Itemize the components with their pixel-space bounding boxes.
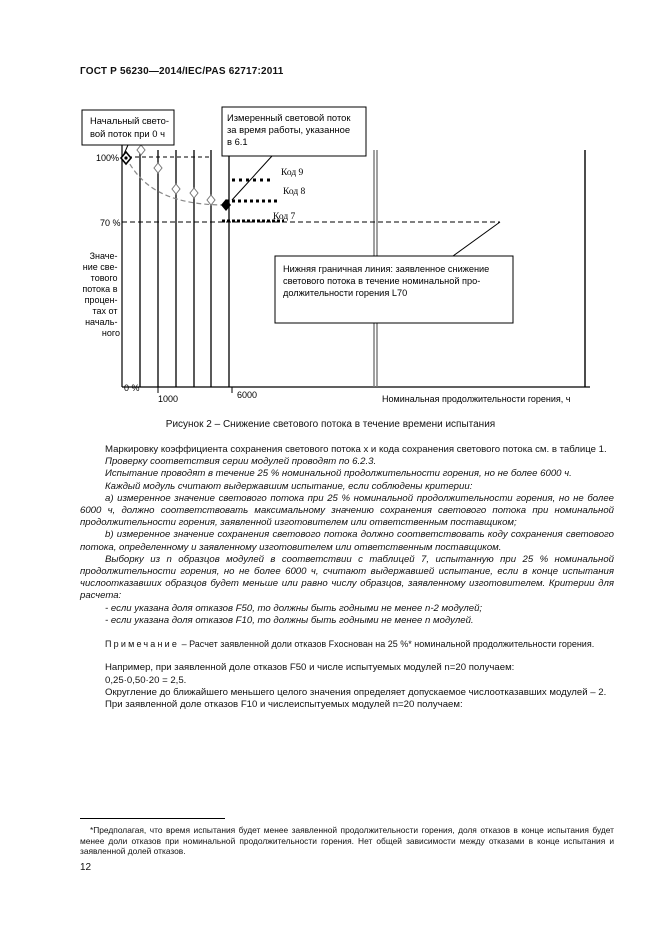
measurement-lines <box>140 150 229 387</box>
x-axis-label: Номинальная продолжительности горения, ч <box>382 394 571 404</box>
criterion-b: b) измеренное значение сохранения светового потока должно соответствовать коду сохранения светового потока, определенному и заявленному изготовителем или ответственным поставщиком. <box>80 529 614 553</box>
callout-initial-text: Начальный свето- вой поток при 0 ч <box>90 115 169 139</box>
y-tick-0: 0 % <box>124 383 140 393</box>
code8-label: Код 8 <box>283 187 306 197</box>
paragraph: Маркировку коэффициента сохранения светового потока x и кода сохранения светового потока см. в таблице 1. <box>105 444 607 455</box>
y-axis-label: Значе- ние све- тового потока в процен- тах от началь- ного <box>82 251 120 338</box>
page-number: 12 <box>80 862 92 873</box>
paragraph: Каждый модуль считают выдержавшим испытание, если соблюдены критерии: <box>105 480 473 492</box>
x-tick-1000: 1000 <box>158 394 179 404</box>
paragraph: Проверку соответствия серии модулей проводят по 6.2.3. <box>105 456 377 468</box>
formula: 0,25·0,50·20 = 2,5. <box>105 674 187 686</box>
figure-caption: Рисунок 2 – Снижение светового потока в течение времени испытания <box>165 419 496 430</box>
callout-lower-text: Нижняя граничная линия: заявленное снижение светового потока в течение номинальной про- должительности горения L70 <box>283 264 490 298</box>
paragraph: Выборку из n образцов модулей в соответствии с таблицей 7, испытанную при 25 % номинальной продолжительности горения, но не более 6000 ч, считают выдержавшей испытание, если в конце испытания числоотказавших образцов будет меньше или равно числу образцов, заявленному изготовителем. Критерии для расчета: <box>80 553 614 602</box>
note <box>80 639 614 650</box>
paragraph: Например, при заявленной доле отказов F50 и числе испытуемых модулей n=20 получаем: <box>105 662 515 674</box>
luminous-flux-figure <box>0 0 661 420</box>
paragraph: Округление до ближайшего меньшего целого значения определяет допускаемое числоотказавших модулей – 2. <box>105 686 607 698</box>
paragraph: При заявленной доле отказов F10 и числеиспытуемых модулей n=20 получаем: <box>105 699 463 711</box>
note-text: – Расчет заявленной доли отказов Fxоснован на 25 %* номинальной продолжительности горения. <box>179 639 595 650</box>
note-label: Примечание <box>105 639 180 650</box>
main-text <box>80 444 614 711</box>
document-header: ГОСТ Р 56230—2014/IEC/PAS 62717:2011 <box>80 66 284 77</box>
x-tick-6000: 6000 <box>237 390 258 400</box>
y-tick-70: 70 % <box>100 218 121 228</box>
code9-label: Код 9 <box>281 168 304 178</box>
paragraph: Испытание проводят в течение 25 % номинальной продолжительности горения, но не более 6000 ч. <box>105 468 572 480</box>
footnote-separator <box>80 818 225 819</box>
list-item: - если указана доля отказов F10, то должны быть годными не менее n модулей. <box>105 614 474 626</box>
callout-measured-text: Измеренный световой поток за время работы, указанное в 6.1 <box>227 112 351 147</box>
code7-label: Код 7 <box>273 212 296 222</box>
list-item: - если указана доля отказов F50, то должны быть годными не менее n-2 модулей; <box>105 602 483 614</box>
footnote: *Предполагая, что время испытания будет менее заявленной продолжительности горения, доля отказов в конце испытания будет менее доли отказов при номинальной продолжительности горения. Нет общей зависимости между отказами в конце испытания и заявленной долей отказов. <box>80 825 614 857</box>
criterion-a: а) измеренное значение светового потока при 25 % номинальной продолжительности горения, но не более 6000 ч, должно соответствовать максимальному значению сохранения светового потока при номинальной продолжительности горения, заявленной изготовителем или ответственным поставщиком; <box>80 492 614 529</box>
y-tick-100: 100% <box>96 153 120 163</box>
